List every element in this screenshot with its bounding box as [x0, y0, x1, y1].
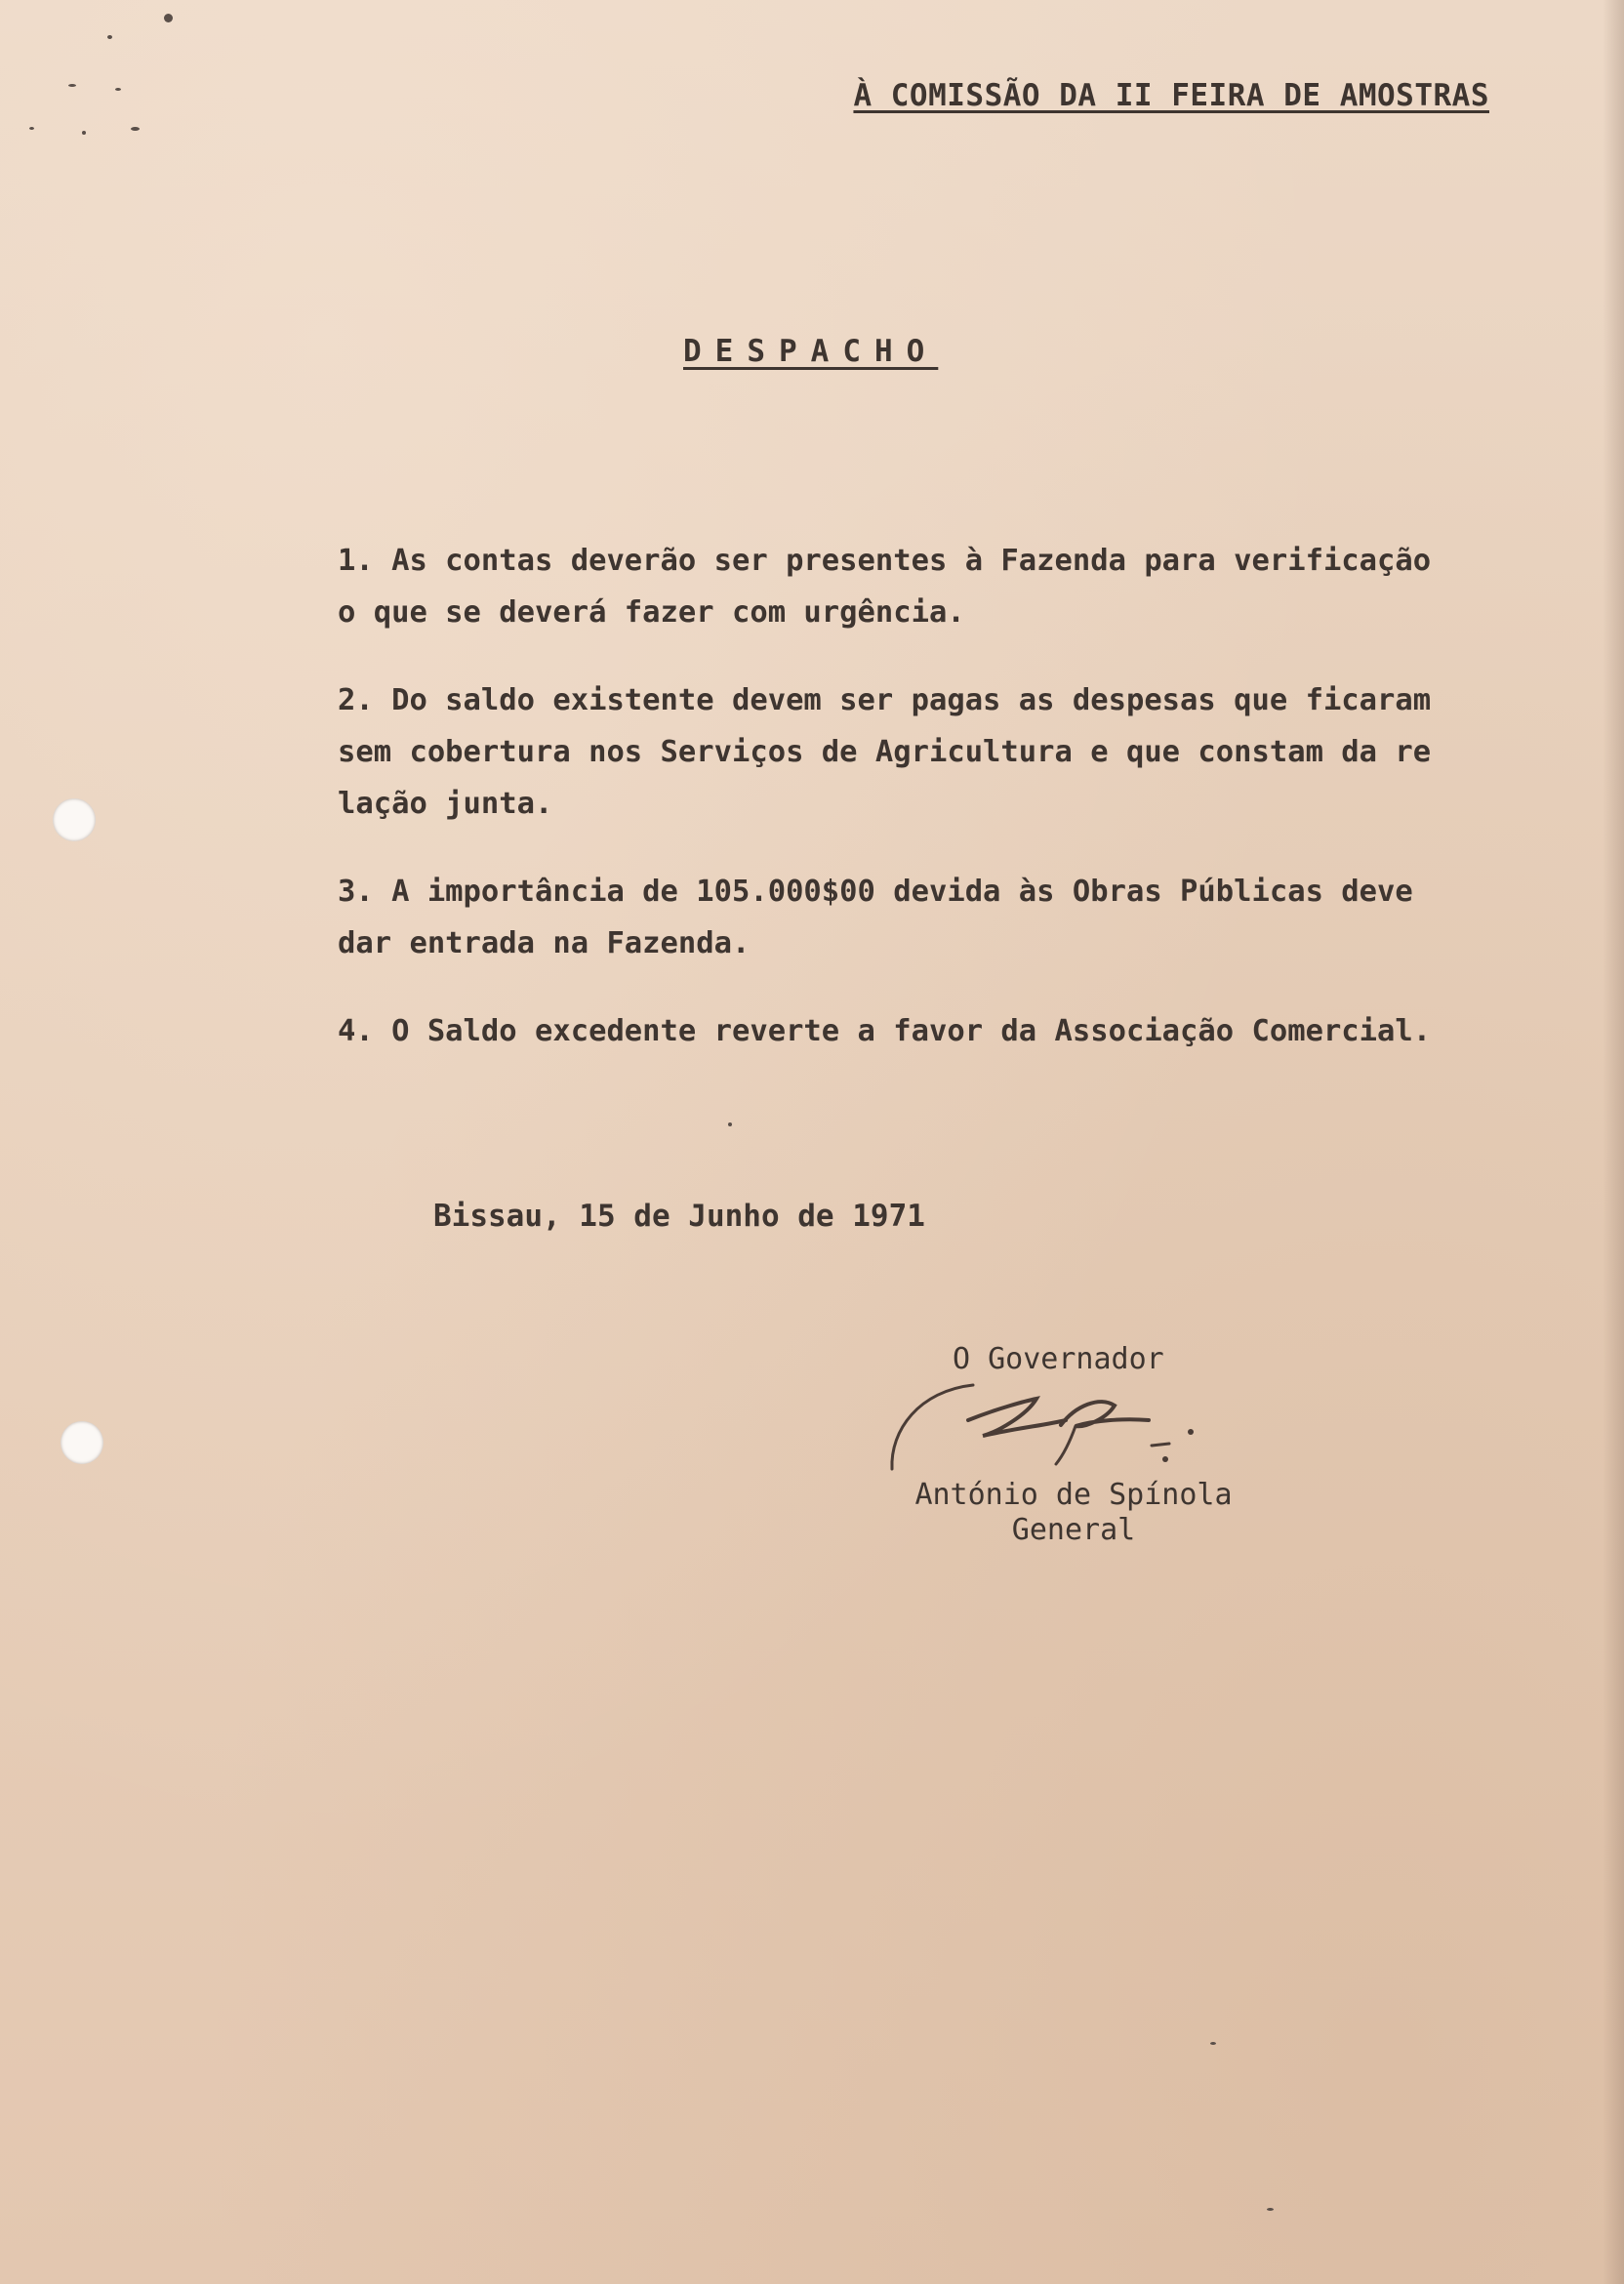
- clause-list: [338, 535, 1519, 1093]
- document-title: DESPACHO: [683, 334, 939, 369]
- clause-item: 3. A importância de 105.000$00 devida às Obras Públicas deve dar entrada na Fazenda.: [338, 875, 1413, 960]
- handwritten-signature: [880, 1371, 1212, 1479]
- place-and-date: Bissau, 15 de Junho de 1971: [433, 1199, 925, 1234]
- page-edge-shadow: [1603, 0, 1624, 2284]
- punch-hole-bottom: [61, 1421, 103, 1464]
- clause-item: 1. As contas deverão ser presentes à Fazenda para verificação o que se deverá fazer com urgência.: [338, 544, 1432, 630]
- signatory-block: [898, 1478, 1249, 1548]
- punch-hole-top: [53, 798, 96, 841]
- signatory-title: O Governador: [953, 1342, 1164, 1376]
- addressee-line: À COMISSÃO DA II FEIRA DE AMOSTRAS: [853, 78, 1489, 113]
- signatory-rank: General: [1011, 1513, 1136, 1547]
- clause-item: 4. O Saldo excedente reverte a favor da Associação Comercial.: [338, 1014, 1432, 1048]
- clause-item: 2. Do saldo existente devem ser pagas as despesas que ficaram sem cobertura nos Serviços de Agricultura e que constam da re lação junta.: [338, 683, 1432, 821]
- signatory-name: António de Spínola: [914, 1478, 1233, 1512]
